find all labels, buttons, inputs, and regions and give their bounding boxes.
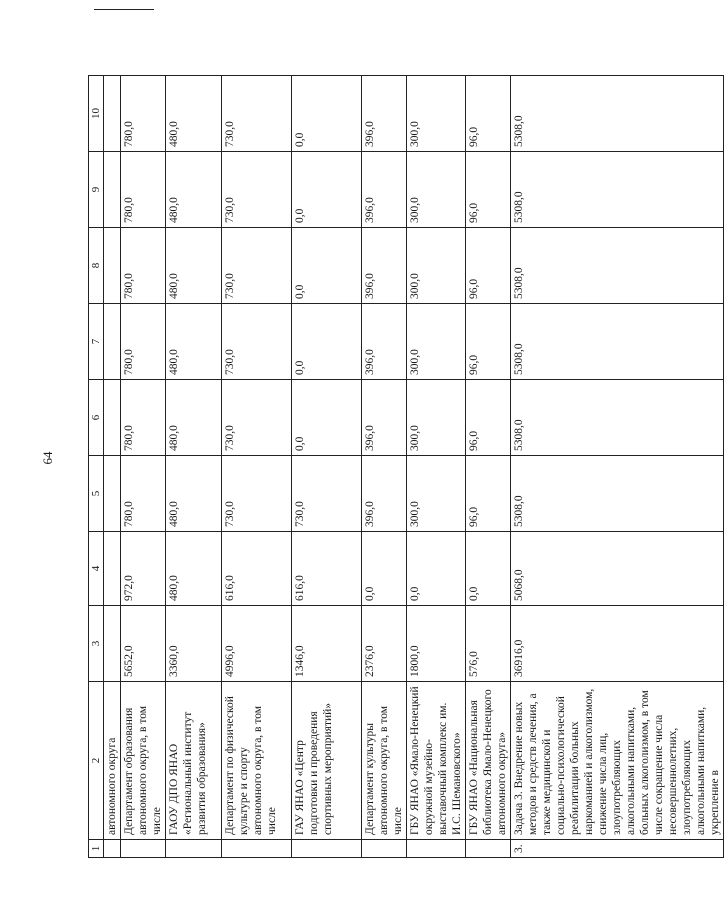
- row-number-cell: [292, 840, 362, 858]
- value-cell: 780,0: [121, 152, 166, 228]
- row-number-cell: 3.: [511, 840, 724, 858]
- value-cell: 3360,0: [166, 606, 222, 682]
- row-number-cell: [362, 840, 407, 858]
- value-cell: 0,0: [292, 380, 362, 456]
- row-name-cell: Задача 3. Внедрение новых методов и средств лечения, а также медицинской и социально-психологической реабилитации больных наркоманией и алкоголизмом, снижение числа лиц, злоупотребляющих алкогольными напитками, больных алкоголизмом, в том числе сокращение числа несовершеннолетних, злоупотребляющих алкогольными напитками, укрепление в: [511, 682, 724, 840]
- value-cell: 96,0: [466, 152, 511, 228]
- row-number-cell: [121, 840, 166, 858]
- value-cell: 36916,0: [511, 606, 724, 682]
- value-cell: 480,0: [166, 152, 222, 228]
- row-name-cell: ГБУ ЯНАО «Ямало-Ненецкий окружной музейно-выставочный комплекс им. И.С. Шемановского»: [407, 682, 466, 840]
- value-cell: 730,0: [222, 228, 292, 304]
- budget-table: [88, 75, 724, 858]
- value-cell: 396,0: [362, 228, 407, 304]
- table-row: [407, 76, 466, 858]
- value-cell: 730,0: [222, 152, 292, 228]
- value-cell: 96,0: [466, 380, 511, 456]
- header-cell: 3: [89, 606, 104, 682]
- value-cell: 0,0: [466, 532, 511, 606]
- value-cell: [104, 152, 121, 228]
- row-name-cell: Департамент по физической культуре и спорту автономного округа, в том числе: [222, 682, 292, 840]
- header-row: [89, 76, 104, 858]
- value-cell: 5652,0: [121, 606, 166, 682]
- value-cell: 300,0: [407, 152, 466, 228]
- value-cell: 576,0: [466, 606, 511, 682]
- value-cell: 480,0: [166, 228, 222, 304]
- value-cell: 0,0: [292, 304, 362, 380]
- value-cell: 480,0: [166, 532, 222, 606]
- value-cell: [104, 304, 121, 380]
- header-cell: 9: [89, 152, 104, 228]
- row-name-cell: Департамент культуры автономного округа, в том числе: [362, 682, 407, 840]
- value-cell: 730,0: [222, 304, 292, 380]
- value-cell: 730,0: [222, 380, 292, 456]
- value-cell: 2376,0: [362, 606, 407, 682]
- value-cell: 616,0: [292, 532, 362, 606]
- row-number-cell: [407, 840, 466, 858]
- value-cell: 480,0: [166, 304, 222, 380]
- row-number-cell: [466, 840, 511, 858]
- value-cell: [104, 606, 121, 682]
- value-cell: 300,0: [407, 456, 466, 532]
- table-row: [362, 76, 407, 858]
- value-cell: 96,0: [466, 76, 511, 152]
- value-cell: 300,0: [407, 76, 466, 152]
- value-cell: 96,0: [466, 304, 511, 380]
- value-cell: 5308,0: [511, 228, 724, 304]
- value-cell: 96,0: [466, 228, 511, 304]
- row-name-cell: ГАОУ ДПО ЯНАО «Региональный институт развития образования»: [166, 682, 222, 840]
- page-number: 64: [40, 451, 55, 465]
- value-cell: 780,0: [121, 228, 166, 304]
- value-cell: 730,0: [292, 456, 362, 532]
- value-cell: 480,0: [166, 456, 222, 532]
- value-cell: 780,0: [121, 76, 166, 152]
- header-cell: 5: [89, 456, 104, 532]
- header-cell: 2: [89, 682, 104, 840]
- row-name-cell: автономного округа: [104, 682, 121, 840]
- value-cell: 0,0: [362, 532, 407, 606]
- value-cell: 1346,0: [292, 606, 362, 682]
- value-cell: 1800,0: [407, 606, 466, 682]
- rotated-page: [40, 0, 721, 864]
- table-row: [292, 76, 362, 858]
- header-cell: 8: [89, 228, 104, 304]
- value-cell: 396,0: [362, 152, 407, 228]
- value-cell: 300,0: [407, 304, 466, 380]
- table-row: [466, 76, 511, 858]
- value-cell: 300,0: [407, 228, 466, 304]
- value-cell: 480,0: [166, 76, 222, 152]
- table-row: [166, 76, 222, 858]
- value-cell: [104, 380, 121, 456]
- row-name-cell: ГБУ ЯНАО «Национальная библиотека Ямало-Ненецкого автономного округа»: [466, 682, 511, 840]
- value-cell: 780,0: [121, 304, 166, 380]
- value-cell: 780,0: [121, 380, 166, 456]
- value-cell: 96,0: [466, 456, 511, 532]
- table-row: [121, 76, 166, 858]
- value-cell: 5068,0: [511, 532, 724, 606]
- value-cell: [104, 228, 121, 304]
- header-cell: 7: [89, 304, 104, 380]
- table-row: [222, 76, 292, 858]
- value-cell: 0,0: [292, 152, 362, 228]
- value-cell: [104, 76, 121, 152]
- value-cell: 480,0: [166, 380, 222, 456]
- header-cell: 6: [89, 380, 104, 456]
- table-row: [104, 76, 121, 858]
- value-cell: 730,0: [222, 456, 292, 532]
- value-cell: 5308,0: [511, 152, 724, 228]
- value-cell: 396,0: [362, 456, 407, 532]
- row-number-cell: [104, 840, 121, 858]
- header-cell: 1: [89, 840, 104, 858]
- value-cell: 4996,0: [222, 606, 292, 682]
- value-cell: 972,0: [121, 532, 166, 606]
- value-cell: 5308,0: [511, 304, 724, 380]
- table-row: [511, 76, 724, 858]
- value-cell: 780,0: [121, 456, 166, 532]
- value-cell: [104, 456, 121, 532]
- value-cell: 396,0: [362, 304, 407, 380]
- row-number-cell: [222, 840, 292, 858]
- value-cell: 0,0: [292, 76, 362, 152]
- value-cell: 5308,0: [511, 456, 724, 532]
- row-name-cell: Департамент образования автономного округа, в том числе: [121, 682, 166, 840]
- value-cell: 5308,0: [511, 380, 724, 456]
- value-cell: [104, 532, 121, 606]
- header-cell: 10: [89, 76, 104, 152]
- value-cell: 730,0: [222, 76, 292, 152]
- value-cell: 396,0: [362, 380, 407, 456]
- value-cell: 300,0: [407, 380, 466, 456]
- value-cell: 5308,0: [511, 76, 724, 152]
- row-number-cell: [166, 840, 222, 858]
- value-cell: 0,0: [407, 532, 466, 606]
- row-name-cell: ГАУ ЯНАО «Центр подготовки и проведения спортивных мероприятий»: [292, 682, 362, 840]
- value-cell: 616,0: [222, 532, 292, 606]
- header-cell: 4: [89, 532, 104, 606]
- value-cell: 0,0: [292, 228, 362, 304]
- value-cell: 396,0: [362, 76, 407, 152]
